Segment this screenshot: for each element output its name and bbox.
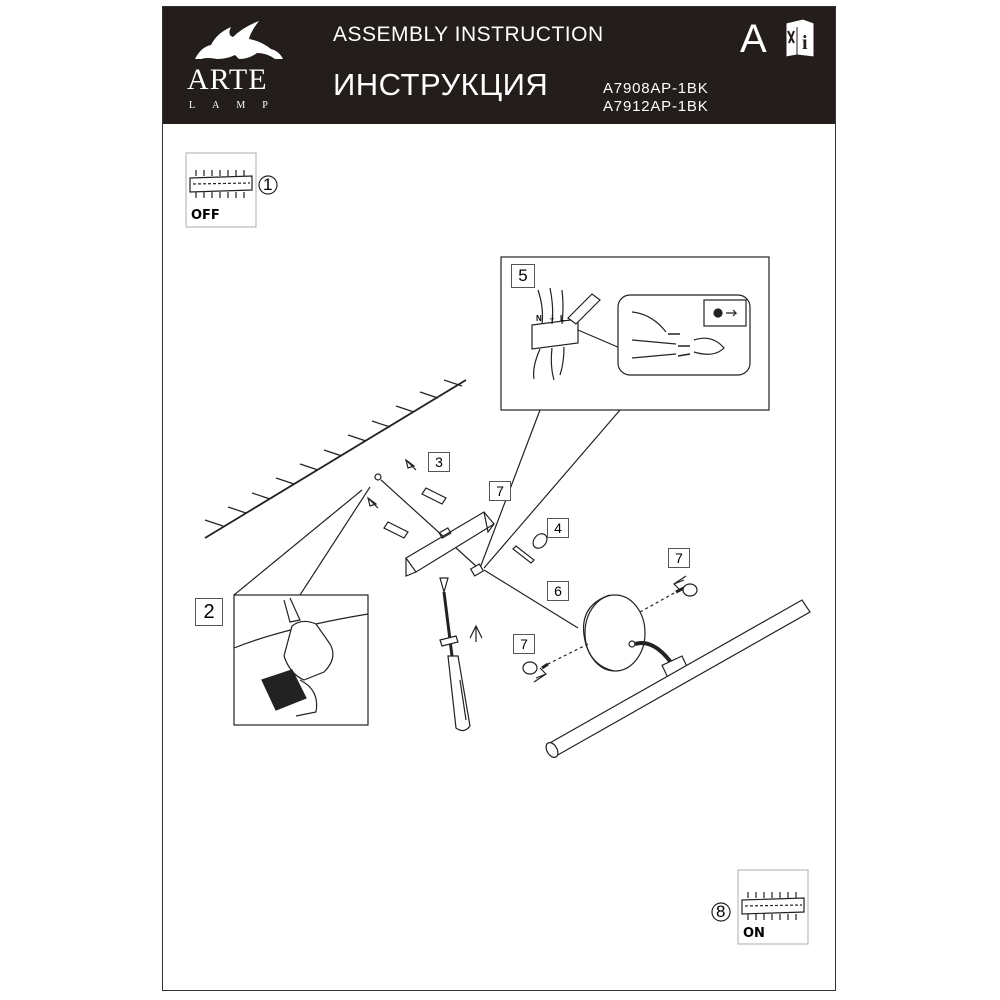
screw-with-washer: [513, 531, 550, 563]
step-number-7: 7: [513, 634, 535, 654]
title-english: ASSEMBLY INSTRUCTION: [333, 23, 604, 46]
brand-sub: LAMP: [189, 100, 285, 111]
step-number-4: 4: [547, 518, 569, 538]
terminal-ground-label: ⏚: [548, 314, 556, 323]
drilling-detail: [234, 487, 370, 725]
switch-on-label: ON: [743, 926, 765, 941]
terminal-l-label: L: [560, 314, 565, 323]
brand-name: ARTE: [187, 63, 268, 96]
svg-text:i: i: [802, 32, 808, 54]
lamp-base: [484, 570, 688, 678]
step-number-7: 7: [489, 481, 511, 501]
title-russian: ИНСТРУКЦИЯ: [333, 67, 549, 102]
wiring-detail: [480, 257, 769, 568]
model-number: A7908AP-1BK: [603, 80, 709, 97]
mounting-bracket: [406, 512, 494, 576]
sheet-letter: A: [740, 17, 767, 61]
step-number-6: 6: [547, 581, 569, 601]
step-number-1: 1: [263, 175, 273, 194]
screwdriver: [440, 578, 482, 731]
model-number: A7912AP-1BK: [603, 98, 709, 115]
terminal-n-label: N: [536, 314, 542, 323]
step-number-5: 5: [511, 264, 535, 288]
step-number-7: 7: [668, 548, 690, 568]
step-number-8: 8: [716, 902, 726, 921]
wall-surface: [205, 380, 466, 538]
switch-off-label: OFF: [191, 208, 220, 223]
step-number-2: 2: [195, 598, 223, 626]
step-number-3: 3: [428, 452, 450, 472]
